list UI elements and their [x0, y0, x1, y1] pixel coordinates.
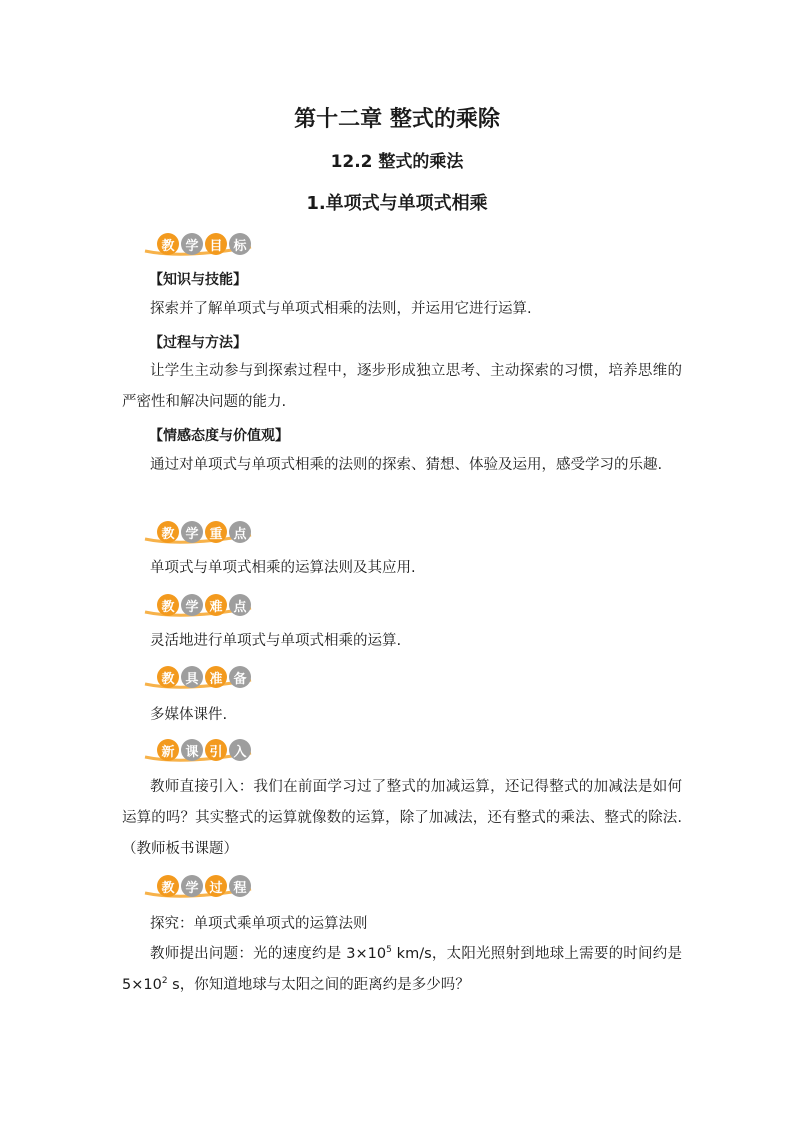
- badge-char: 教: [157, 594, 179, 616]
- chapter-title: 第十二章 整式的乘除: [294, 107, 500, 132]
- key-points-text: 单项式与单项式相乘的运算法则及其应用.: [150, 560, 416, 576]
- question-paragraph: [122, 939, 682, 1001]
- badge-char: 教: [157, 521, 179, 543]
- badge-intro: [143, 737, 253, 763]
- badge-char: 具: [181, 666, 203, 688]
- badge-char: 教: [157, 666, 179, 688]
- badge-char: 教: [157, 875, 179, 897]
- badge-char: 学: [181, 875, 203, 897]
- badge-char: 点: [229, 521, 251, 543]
- badge-char: 程: [229, 875, 251, 897]
- badge-char: 学: [181, 233, 203, 255]
- lesson-title: 1.单项式与单项式相乘: [306, 193, 488, 214]
- badge-char: 新: [157, 739, 179, 761]
- badge-char: 目: [205, 233, 227, 255]
- process-method-text: 让学生主动参与到探索过程中，逐步形成独立思考、主动探索的习惯，培养思维的严密性和解决问题的能力.: [122, 363, 682, 410]
- badge-difficulties: [143, 592, 253, 618]
- knowledge-text: 探索并了解单项式与单项式相乘的法则，并运用它进行运算.: [150, 301, 532, 317]
- badge-char: 入: [229, 739, 251, 761]
- question-part-a: 教师提出问题：光的速度约是 3×10: [150, 946, 387, 962]
- badge-key-points: [143, 519, 253, 545]
- badge-char: 教: [157, 233, 179, 255]
- badge-materials: [143, 664, 253, 690]
- badge-char: 备: [229, 666, 251, 688]
- badge-char: 标: [229, 233, 251, 255]
- materials-text: 多媒体课件.: [150, 707, 228, 723]
- badge-char: 过: [205, 875, 227, 897]
- badge-char: 准: [205, 666, 227, 688]
- difficulties-text: 灵活地进行单项式与单项式相乘的运算.: [150, 633, 402, 649]
- knowledge-heading: 【知识与技能】: [149, 272, 247, 288]
- exponent-2: 2: [161, 976, 168, 987]
- attitude-heading: 【情感态度与价值观】: [149, 428, 289, 444]
- process-method-heading: 【过程与方法】: [149, 335, 247, 351]
- badge-teaching-goals: [143, 231, 253, 257]
- question-part-c: s，你知道地球与太阳之间的距离约是多少吗？: [167, 977, 470, 993]
- section-title: 12.2 整式的乘法: [330, 152, 464, 172]
- attitude-text: 通过对单项式与单项式相乘的法则的探索、猜想、体验及运用，感受学习的乐趣.: [150, 457, 663, 473]
- badge-teaching-process: [143, 873, 253, 899]
- question-part-b: km/s，太阳光照射到地球上需要的时间约是 5×10: [122, 946, 682, 993]
- badge-char: 学: [181, 594, 203, 616]
- exponent-5: 5: [386, 945, 392, 956]
- explore-line: 探究：单项式乘单项式的运算法则: [150, 916, 368, 932]
- badge-char: 点: [229, 594, 251, 616]
- badge-char: 难: [205, 594, 227, 616]
- intro-text: 教师直接引入：我们在前面学习过了整式的加减运算，还记得整式的加减法是如何运算的吗？其实整式的运算就像数的运算，除了加减法，还有整式的乘法、整式的除法.（教师板书课题）: [122, 779, 682, 857]
- badge-char: 引: [205, 739, 227, 761]
- badge-char: 重: [205, 521, 227, 543]
- badge-char: 学: [181, 521, 203, 543]
- badge-char: 课: [181, 739, 203, 761]
